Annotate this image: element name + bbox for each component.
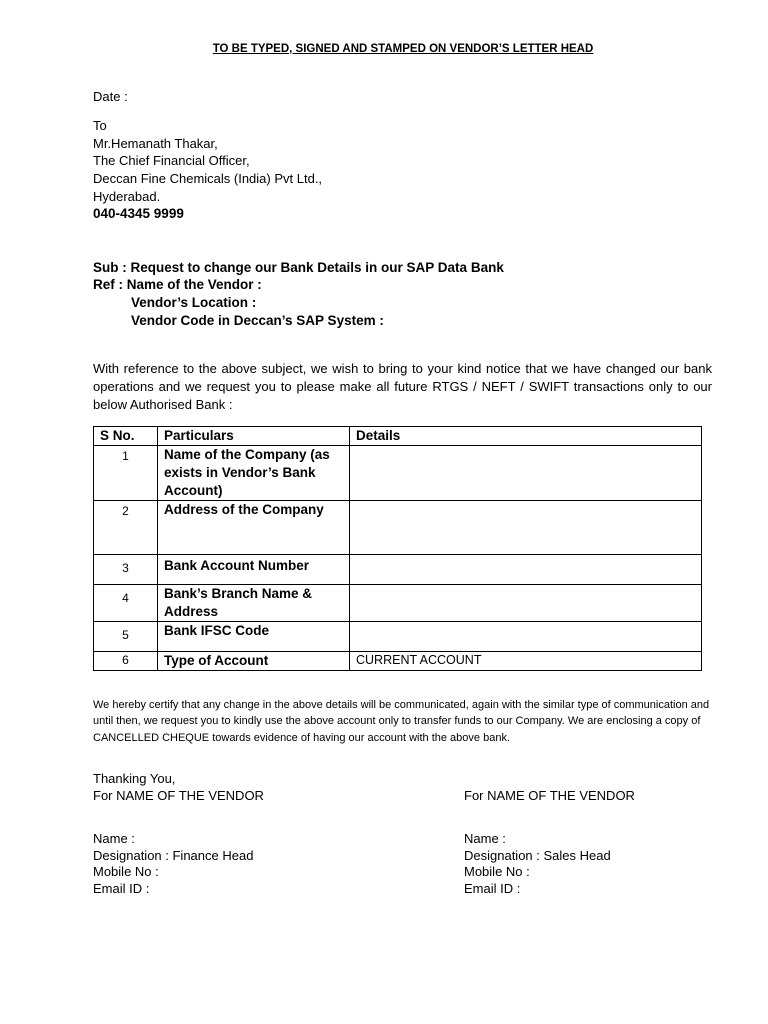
row-sno: 4 (94, 585, 158, 622)
subject-line: Sub : Request to change our Bank Details in our SAP Data Bank (93, 260, 504, 275)
letter-heading: TO BE TYPED, SIGNED AND STAMPED ON VENDOR’S LETTER HEAD (212, 43, 594, 55)
row-sno: 6 (94, 652, 158, 671)
row-sno: 2 (94, 501, 158, 555)
signatory-left-mobile: Mobile No : (93, 864, 159, 879)
row-particulars: Bank IFSC Code (158, 622, 350, 652)
header-particulars: Particulars (158, 427, 350, 446)
closing-line: Thanking You, (93, 771, 176, 786)
header-details: Details (350, 427, 702, 446)
row-particulars: Address of the Company (158, 501, 350, 555)
row-details: CURRENT ACCOUNT (350, 652, 702, 671)
recipient-to: To (93, 118, 107, 133)
signatory-right-name: Name : (464, 831, 506, 846)
recipient-city: Hyderabad. (93, 189, 161, 204)
row-details (350, 555, 702, 585)
signatory-right-designation: Designation : Sales Head (464, 848, 611, 863)
date-label: Date : (93, 89, 128, 104)
reference-line-2: Vendor’s Location : (131, 295, 257, 310)
table-row (94, 501, 702, 555)
row-particulars: Bank Account Number (158, 555, 350, 585)
signatory-left-email: Email ID : (93, 881, 150, 896)
row-sno: 5 (94, 622, 158, 652)
row-sno: 1 (94, 446, 158, 501)
row-details (350, 446, 702, 501)
table-row (94, 446, 702, 501)
row-particulars: Bank’s Branch Name & Address (158, 585, 350, 622)
table-header-row (94, 427, 702, 446)
row-particulars: Type of Account (158, 652, 350, 671)
signatory-left-name: Name : (93, 831, 135, 846)
row-details (350, 622, 702, 652)
signatory-right-for: For NAME OF THE VENDOR (464, 788, 635, 803)
recipient-title: The Chief Financial Officer, (93, 153, 250, 168)
row-particulars: Name of the Company (as exists in Vendor’s Bank Account) (158, 446, 350, 501)
reference-line-3: Vendor Code in Deccan’s SAP System : (131, 313, 384, 328)
table-row (94, 585, 702, 622)
row-sno: 3 (94, 555, 158, 585)
table-row (94, 555, 702, 585)
intro-paragraph: With reference to the above subject, we wish to bring to your kind notice that we have changed our bank operations and we request you to please make all future RTGS / NEFT / SWIFT transactions only to our below Authorised Bank : (93, 361, 712, 412)
recipient-phone: 040-4345 9999 (93, 206, 184, 221)
certify-paragraph: We hereby certify that any change in the above details will be communicated, again with the similar type of communication and until then, we request you to kindly use the above account only to transfer funds to our Company. We are enclosing a copy of CANCELLED CHEQUE towards evidence of having our account with the above bank. (93, 699, 710, 744)
signatory-right-email: Email ID : (464, 881, 521, 896)
recipient-name: Mr.Hemanath Thakar, (93, 136, 218, 151)
recipient-company: Deccan Fine Chemicals (India) Pvt Ltd., (93, 171, 323, 186)
table-row (94, 652, 702, 671)
row-details (350, 585, 702, 622)
bank-details-table (93, 426, 702, 671)
signatory-left-designation: Designation : Finance Head (93, 848, 254, 863)
signatory-right-mobile: Mobile No : (464, 864, 530, 879)
signatory-left-for: For NAME OF THE VENDOR (93, 788, 264, 803)
row-details (350, 501, 702, 555)
header-sno: S No. (94, 427, 158, 446)
reference-line-1: Ref : Name of the Vendor : (93, 277, 262, 292)
table-row (94, 622, 702, 652)
